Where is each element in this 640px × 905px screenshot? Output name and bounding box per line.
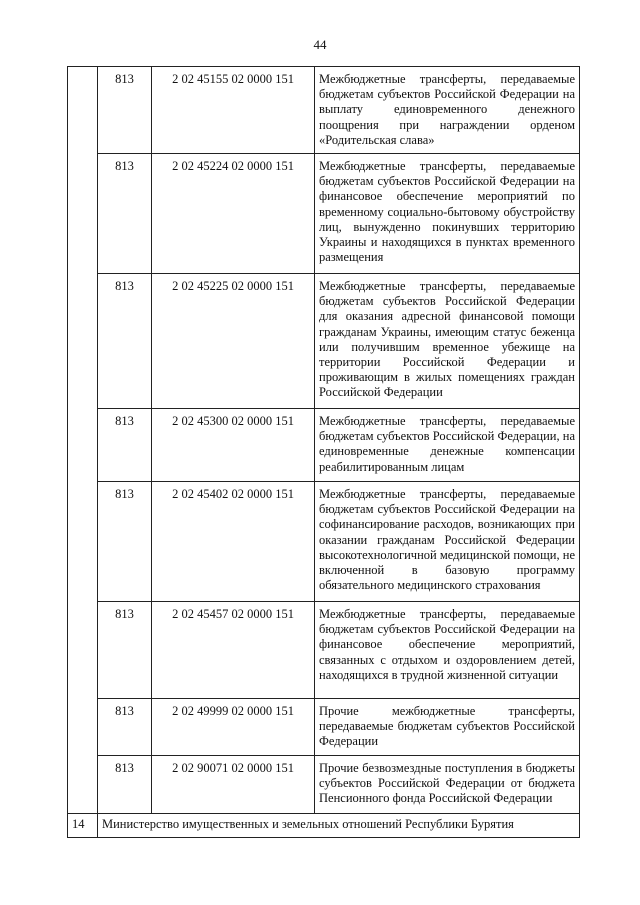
- budget-code-cell: 2 02 49999 02 0000 151: [152, 699, 315, 756]
- budget-code-cell: 2 02 90071 02 0000 151: [152, 756, 315, 814]
- budget-code-cell: 2 02 45225 02 0000 151: [152, 274, 315, 409]
- description-cell: Межбюджетные трансферты, передаваемые бюджетам субъектов Российской Федерации на софинансирование расходов, возникающих при оказании гражданам Российской Федерации высокотехнологичной медицинской помощи, не включенной в базовую программу обязательного медицинского страхования: [315, 482, 580, 602]
- budget-code-cell: 2 02 45300 02 0000 151: [152, 409, 315, 482]
- section-number: 14: [68, 814, 98, 838]
- table-row: [68, 602, 580, 699]
- admin-code-cell: 813: [98, 699, 152, 756]
- admin-code-cell: 813: [98, 67, 152, 154]
- description-cell: Межбюджетные трансферты, передаваемые бюджетам субъектов Российской Федерации для оказания адресной финансовой помощи гражданам Украины, имеющим статус беженца или получившим временное убежище на территории Российской Федерации и проживающим в жилых помещениях граждан Российской Федерации: [315, 274, 580, 409]
- budget-code-cell: 2 02 45155 02 0000 151: [152, 67, 315, 154]
- description-cell: Прочие безвозмездные поступления в бюджеты субъектов Российской Федерации от бюджета Пенсионного фонда Российской Федерации: [315, 756, 580, 814]
- table-row: [68, 756, 580, 814]
- table-row: [68, 274, 580, 409]
- table-row: [68, 67, 580, 154]
- admin-code-cell: 813: [98, 274, 152, 409]
- description-cell: Межбюджетные трансферты, передаваемые бюджетам субъектов Российской Федерации на финансовое обеспечение мероприятий по временному социально-бытовому обустройству лиц, вынужденно покинувших территорию Украины и находящихся в пунктах временного размещения: [315, 154, 580, 274]
- page-number: 44: [313, 37, 327, 52]
- table-row: [68, 154, 580, 274]
- admin-code-cell: 813: [98, 602, 152, 699]
- budget-classification-table: [67, 66, 580, 838]
- row-number-cell: [68, 67, 98, 814]
- table-row: [68, 699, 580, 756]
- admin-code-cell: 813: [98, 756, 152, 814]
- description-cell: Межбюджетные трансферты, передаваемые бюджетам субъектов Российской Федерации на выплату единовременного денежного поощрения при награждении орденом «Родительская слава»: [315, 67, 580, 154]
- table-row: [68, 409, 580, 482]
- description-cell: Межбюджетные трансферты, передаваемые бюджетам субъектов Российской Федерации, на единовременные денежные компенсации реабилитированным лицам: [315, 409, 580, 482]
- admin-code-cell: 813: [98, 154, 152, 274]
- table-row: [68, 482, 580, 602]
- description-cell: Прочие межбюджетные трансферты, передаваемые бюджетам субъектов Российской Федерации: [315, 699, 580, 756]
- budget-code-cell: 2 02 45224 02 0000 151: [152, 154, 315, 274]
- description-cell: Межбюджетные трансферты, передаваемые бюджетам субъектов Российской Федерации на финансовое обеспечение мероприятий, связанных с отдыхом и оздоровлением детей, находящихся в трудной жизненной ситуации: [315, 602, 580, 699]
- section-row: [68, 814, 580, 838]
- budget-code-cell: 2 02 45457 02 0000 151: [152, 602, 315, 699]
- admin-code-cell: 813: [98, 482, 152, 602]
- admin-code-cell: 813: [98, 409, 152, 482]
- section-title: Министерство имущественных и земельных отношений Республики Бурятия: [98, 814, 580, 838]
- budget-code-cell: 2 02 45402 02 0000 151: [152, 482, 315, 602]
